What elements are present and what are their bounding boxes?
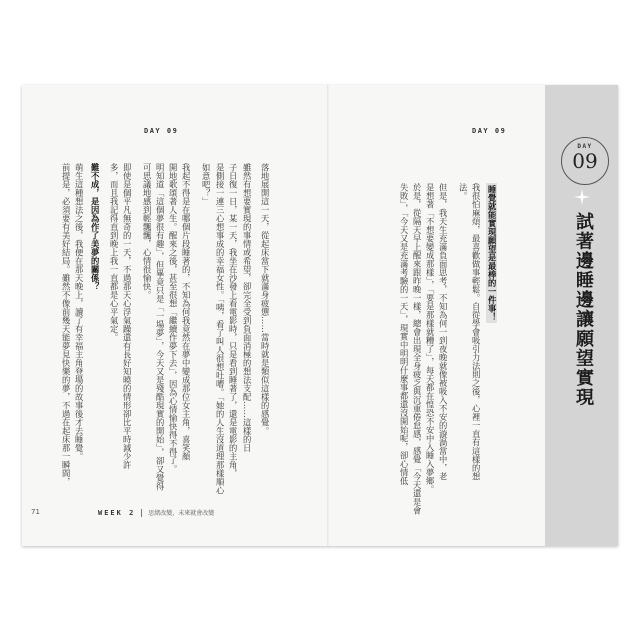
right-col-2: 法。 bbox=[458, 183, 469, 200]
left-col-1: 落地展開這一天，從起床當下就滿身疲憊……當時就是類似這樣的感覺。 bbox=[260, 163, 271, 435]
badge-day-number: 09 bbox=[572, 149, 598, 173]
right-col-4: 是想著「不想要變成那樣」，「要是那樣就糟了」，每天都在惶恐不安中入睡入夢鄉。 bbox=[425, 183, 436, 494]
right-day-label: DAY 09 bbox=[472, 127, 507, 135]
right-page bbox=[329, 85, 618, 546]
left-page bbox=[22, 85, 327, 546]
left-col-11: 多，而且我記得直到晚上我一直都是心平氣定。 bbox=[109, 163, 120, 342]
right-headline: 睡覺就能實現願望是最棒的一件事！ bbox=[487, 185, 498, 321]
left-col-9: 可思議地感到輕飄飄，心情很愉快。 bbox=[142, 163, 153, 299]
right-col-1: 我很怕麻煩，最喜歡做事輕鬆。自從學會吸引力法則之後，心裡一直有這樣的想 bbox=[471, 183, 482, 481]
day-badge bbox=[561, 137, 609, 185]
left-bold-question: 難不成，是因為作了美夢的關係？ bbox=[90, 163, 101, 291]
footer-week-label: WEEK 2 bbox=[98, 508, 136, 517]
left-col-12: 萌生這種想法之後，我便在那天晚上，讀了有幸福主角登場的故事後才去睡覺。 bbox=[74, 163, 85, 461]
left-col-8: 明知道「這個夢很有趣」，但畢竟只是「一場夢」，今天又是殘酷現實的開始」，卻又覺得 bbox=[155, 163, 166, 491]
badge-day-label: DAY bbox=[577, 143, 593, 150]
left-col-3: 子日復一日，某一天，我坐在沙發上看電影時，只是看到睡著了，還是電影的主角， bbox=[228, 163, 239, 478]
left-col-6: 我起不得是在哪個片段睡著的，不知為何我竟然在夢中變成那位女主角，喜笑顏 bbox=[181, 163, 192, 461]
left-page-number: 71 bbox=[31, 508, 40, 516]
left-col-10: 即使是個平凡無奇的一天，不過那天心浮氣躁還有長好知曉的情形卻比平時減少許 bbox=[122, 163, 133, 469]
right-col-6: 失敗」，「今天又是充滿考驗的一天」，現實中明明什麼事都還沒開始呢，卻心情低 bbox=[399, 183, 410, 486]
footer-subtitle: 思緒改變，未來就會改變 bbox=[148, 510, 215, 517]
left-day-label: DAY 09 bbox=[144, 127, 179, 135]
left-footer bbox=[98, 508, 214, 517]
right-col-3: 但是，我天生充滿負面思考，不知為何一到夜晚就像被吸入不安的漩渦當中，老 bbox=[438, 183, 449, 481]
left-col-7: 開地歌頌著人生。醒來之後，甚至很想「繼續作夢下去」，因為心情愉快得不得了。 bbox=[168, 163, 179, 474]
left-col-5: 如意吧？」 bbox=[201, 163, 212, 206]
chapter-title: 試著邊睡邊讓願望實現 bbox=[573, 212, 594, 407]
left-col-2: 雖然有想要實現的事情或希望，卻完全受到負面消極的想法支配……這樣的日 bbox=[242, 163, 253, 452]
sparkle-icon bbox=[574, 189, 590, 205]
day-side-panel bbox=[545, 85, 618, 546]
footer-divider bbox=[141, 509, 142, 517]
right-col-5: 於是，從隔天早上醒來跟昨晚一樣，總會出現全身疲乏與沉重倦怠感，感覺「今天還是會 bbox=[412, 183, 423, 515]
left-col-13: 前提是，必須要有美好結局。雖然不像前幾天能夢見快樂的夢，不過在起床那一瞬間， bbox=[61, 163, 72, 486]
left-col-4: 是側接一連三心想事成的幸福女性。「咦，看了叫人很想吐嘈。「她的人生沒道理那樣順心 bbox=[215, 163, 226, 495]
